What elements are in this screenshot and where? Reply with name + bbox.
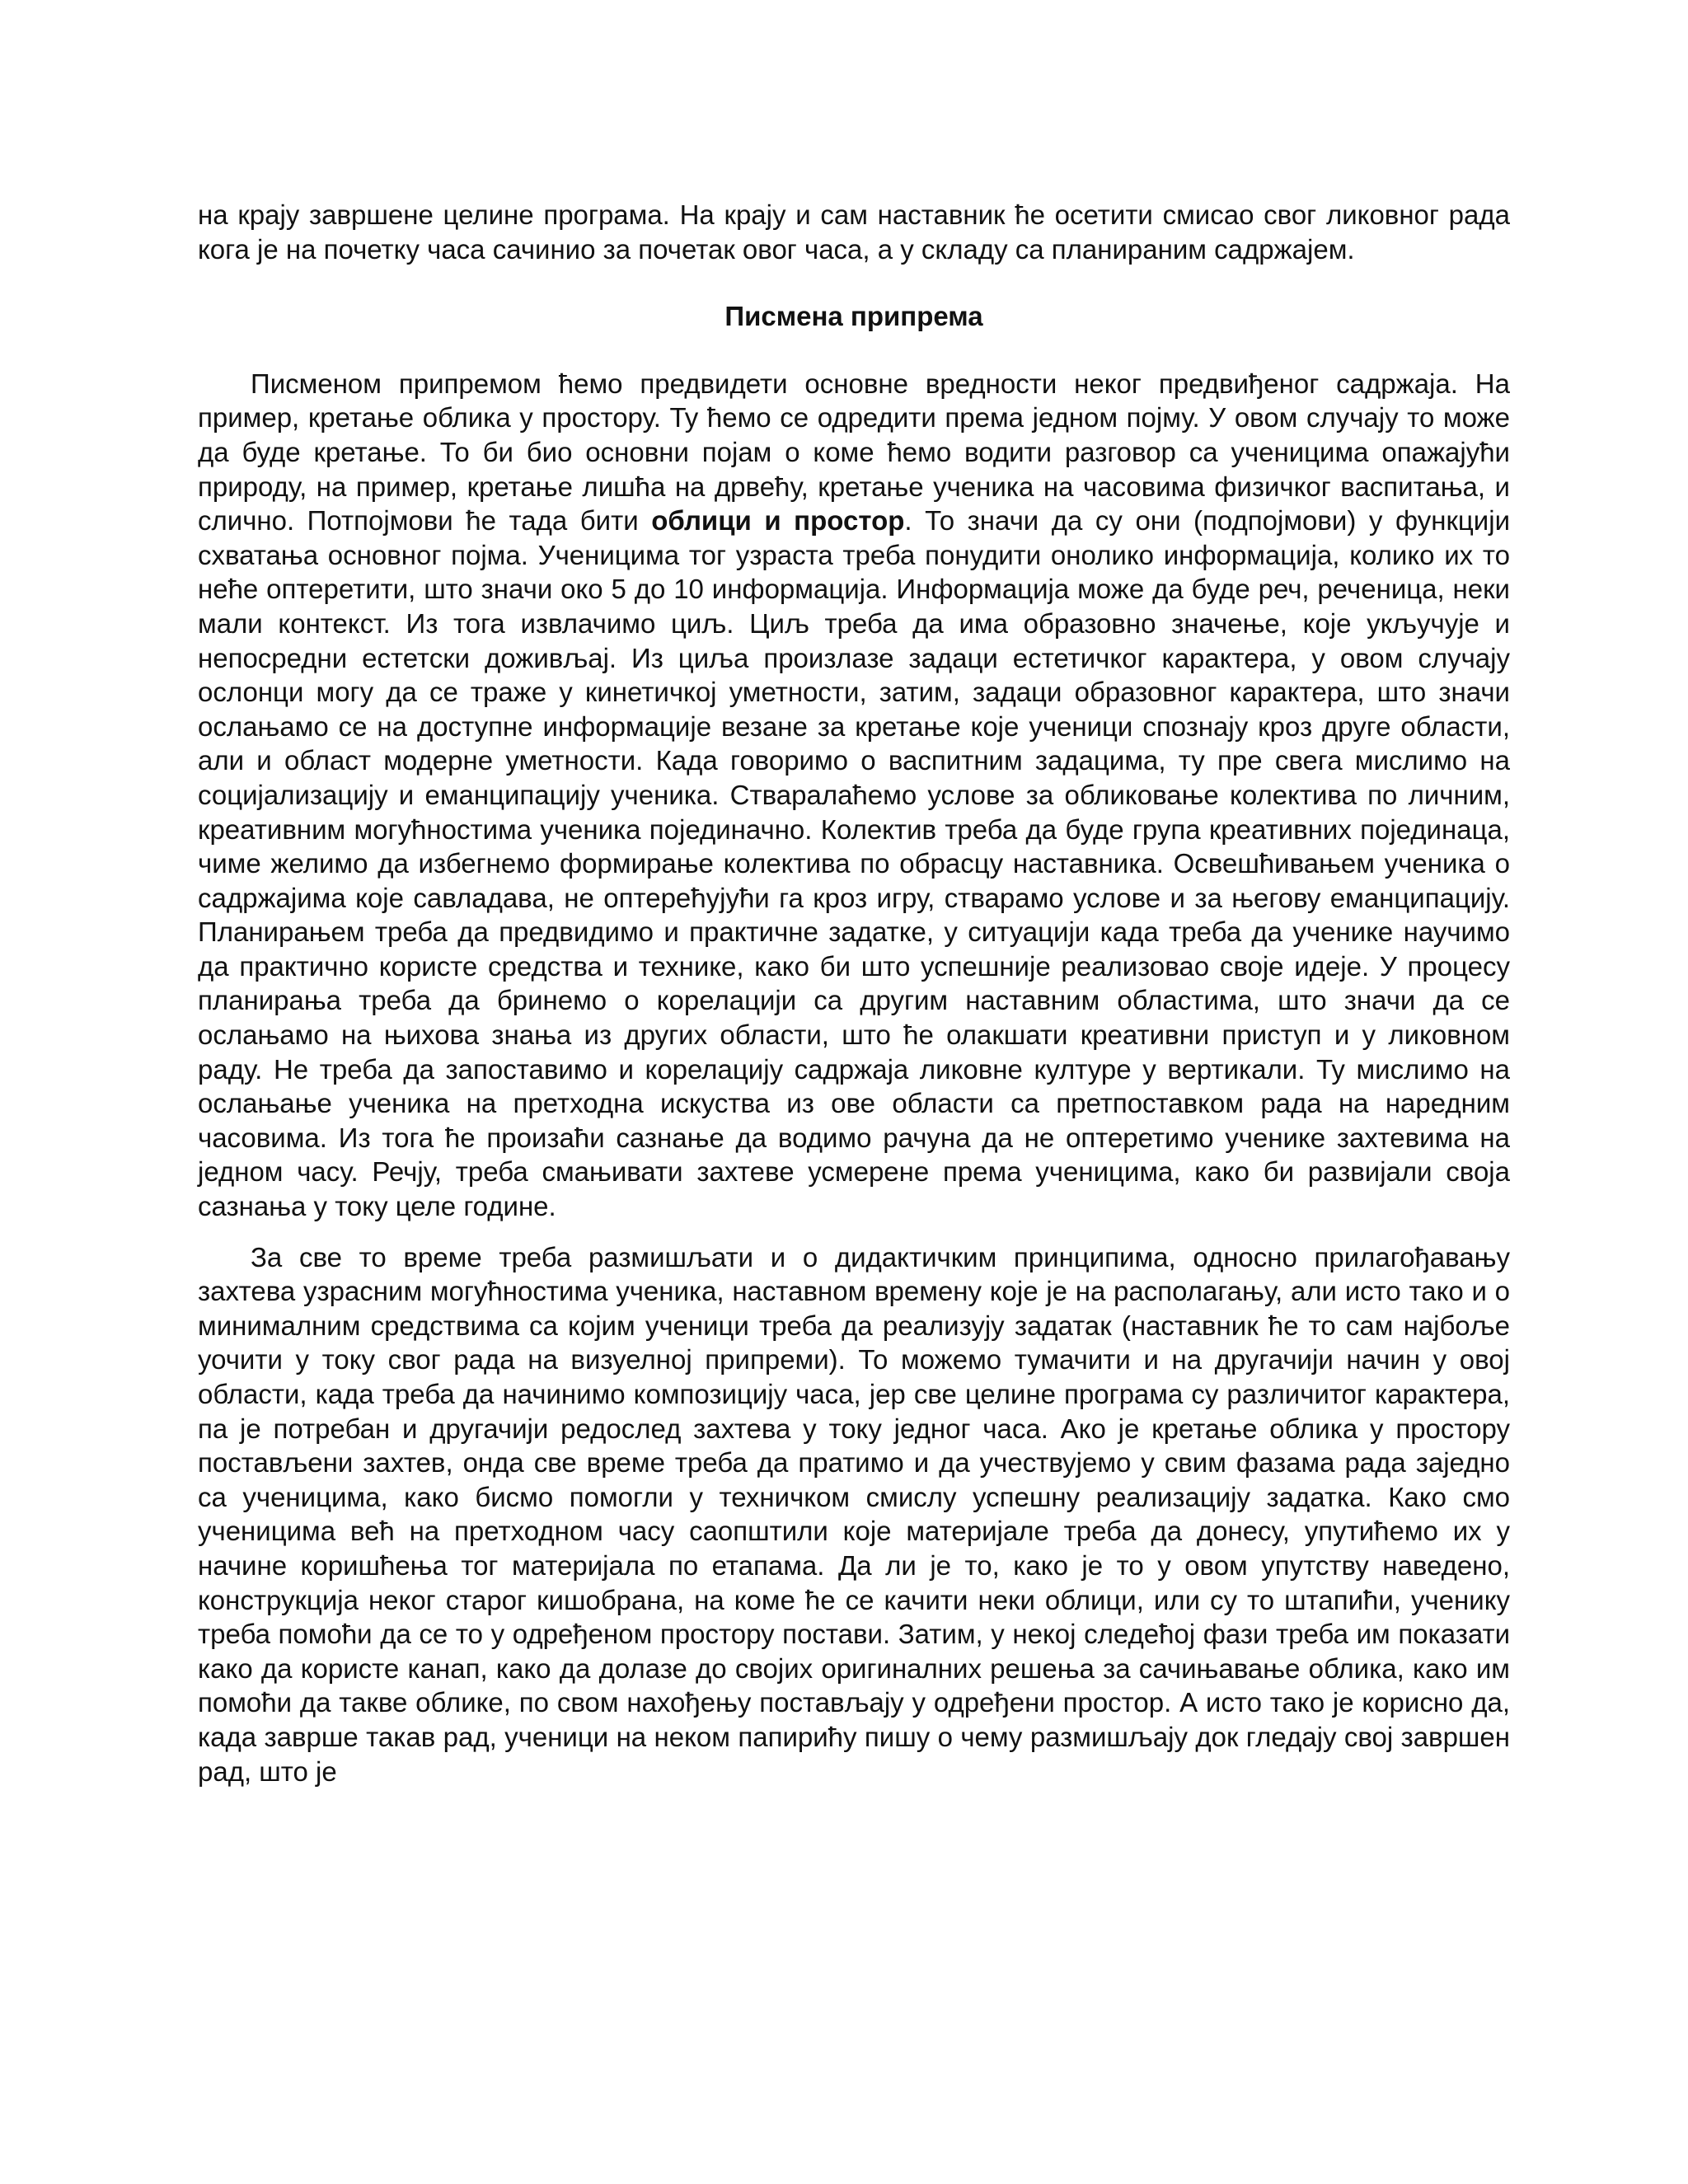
section-heading: Писмена припрема: [724, 301, 983, 332]
paragraph-1-bold-term: облици и простор: [651, 505, 905, 537]
paragraph-1-text-before-bold: Писменом припремом ћемо предвидети основне вредности неког предвиђеног садржаја. На пример, кретање облика у простору. Ту ћемо се одредити према једном појму. У овом случају то може да буде кретање. То би био основни појам о коме ћемо водити разговор са ученицима опажајући природу, на пример, кретање лишћа на дрвећу, кретање ученика на часовима физичког васпитања, и слично. Потпојмови ће тада бити: [198, 368, 1510, 537]
body-paragraph-2: За све то време треба размишљати и о дидактичким принципима, односно прилагођавању захтева узрасним могућностима ученика, наставном времену које је на располагању, али исто тако и о минималним средствима са којим ученици треба да реализују задатак (наставник ће то сам најбоље уочити у току свог рада на визуелној припреми). То можемо тумачити и на другачији начин у овој области, када треба да начинимо композицију часа, јер све целине програма су различитог карактера, па је потребан и другачији редослед захтева у току једног часа. Ако је кретање облика у простору постављени захтев, онда све време треба да пратимо и да учествујемо у свим фазама рада заједно са ученицима, како бисмо помогли у техничком смислу успешну реализацију задатка. Како смо ученицима већ на претходном часу саопштили које материјале треба да донесу, упутићемо их у начине коришћења тог материјала по етапама. Да ли је то, како је то у овом упутству наведено, конструкција неког старог кишобрана, на коме ће се качити неки облици, или су то штапићи, ученику треба помоћи да се то у одређеном простору постави. Затим, у некој следећој фази треба им показати како да користе канап, како да долазе до својих оригиналних решења за сачињавање облика, како им помоћи да такве облике, по свом нахођењу постављају у одређени простор. А исто тако је корисно да, када заврше такав рад, ученици на неком папирићу пишу о чему размишљају док гледају свој завршен рад, што је: [198, 1241, 1510, 1787]
body-paragraph-1: [198, 367, 1510, 1224]
document-body: [198, 198, 1510, 1788]
intro-paragraph: на крају завршене целине програма. На крају и сам наставник ће осетити смисао свог ликовног рада кога је на почетку часа сачинио за почетак овог часа, а у складу са планираним садржајем.: [198, 199, 1510, 265]
paragraph-1-text-after-bold: . То значи да су они (подпојмови) у функцији схватања основног појма. Ученицима тог узраста треба понудити онолико информација, колико их то неће оптеретити, што значи око 5 до 10 информација. Информација може да буде реч, реченица, неки мали контекст. Из тога извлачимо циљ. Циљ треба да има образовно значење, које укључује и непосредни естетски доживљај. Из циља произлазе задаци естетичког карактера, у овом случају ослонци могу да се траже у кинетичкој уметности, затим, задаци образовног карактера, што значи ослањамо се на доступне информације везане за кретање које ученици спознају кроз друге области, али и област модерне уметности. Када говоримо о васпитним задацима, ту пре свега мислимо на социјализацију и еманципацију ученика. Стваралаћемо услове за обликовање колектива по личним, креативним могућностима ученика појединачно. Колектив треба да буде група креативних појединаца, чиме желимо да избегнемо формирање колектива по обрасцу наставника. Освешћивањем ученика о садржајима које савладава, не оптерећујући га кроз игру, стварамо услове и за његову еманципацију. Планирањем треба да предвидимо и практичне задатке, у ситуацији када треба да ученике научимо да практично користе средства и технике, како би што успешније реализовао своје идеје. У процесу планирања треба да бринемо о корелацији са другим наставним областима, што значи да се ослањамо на њихова знања из других области, што ће олакшати креативни приступ и у ликовном раду. Не треба да запоставимо и корелацију садржаја ликовне културе у вертикали. Ту мислимо на ослањање ученика на претходна искуства из ове области са претпоставком рада на наредним часовима. Из тога ће произаћи сазнање да водимо рачуна да не оптеретимо ученике захтевима на једном часу. Речју, треба смањивати захтеве усмерене према ученицима, како би развијали своја сазнања у току целе године.: [198, 505, 1510, 1222]
